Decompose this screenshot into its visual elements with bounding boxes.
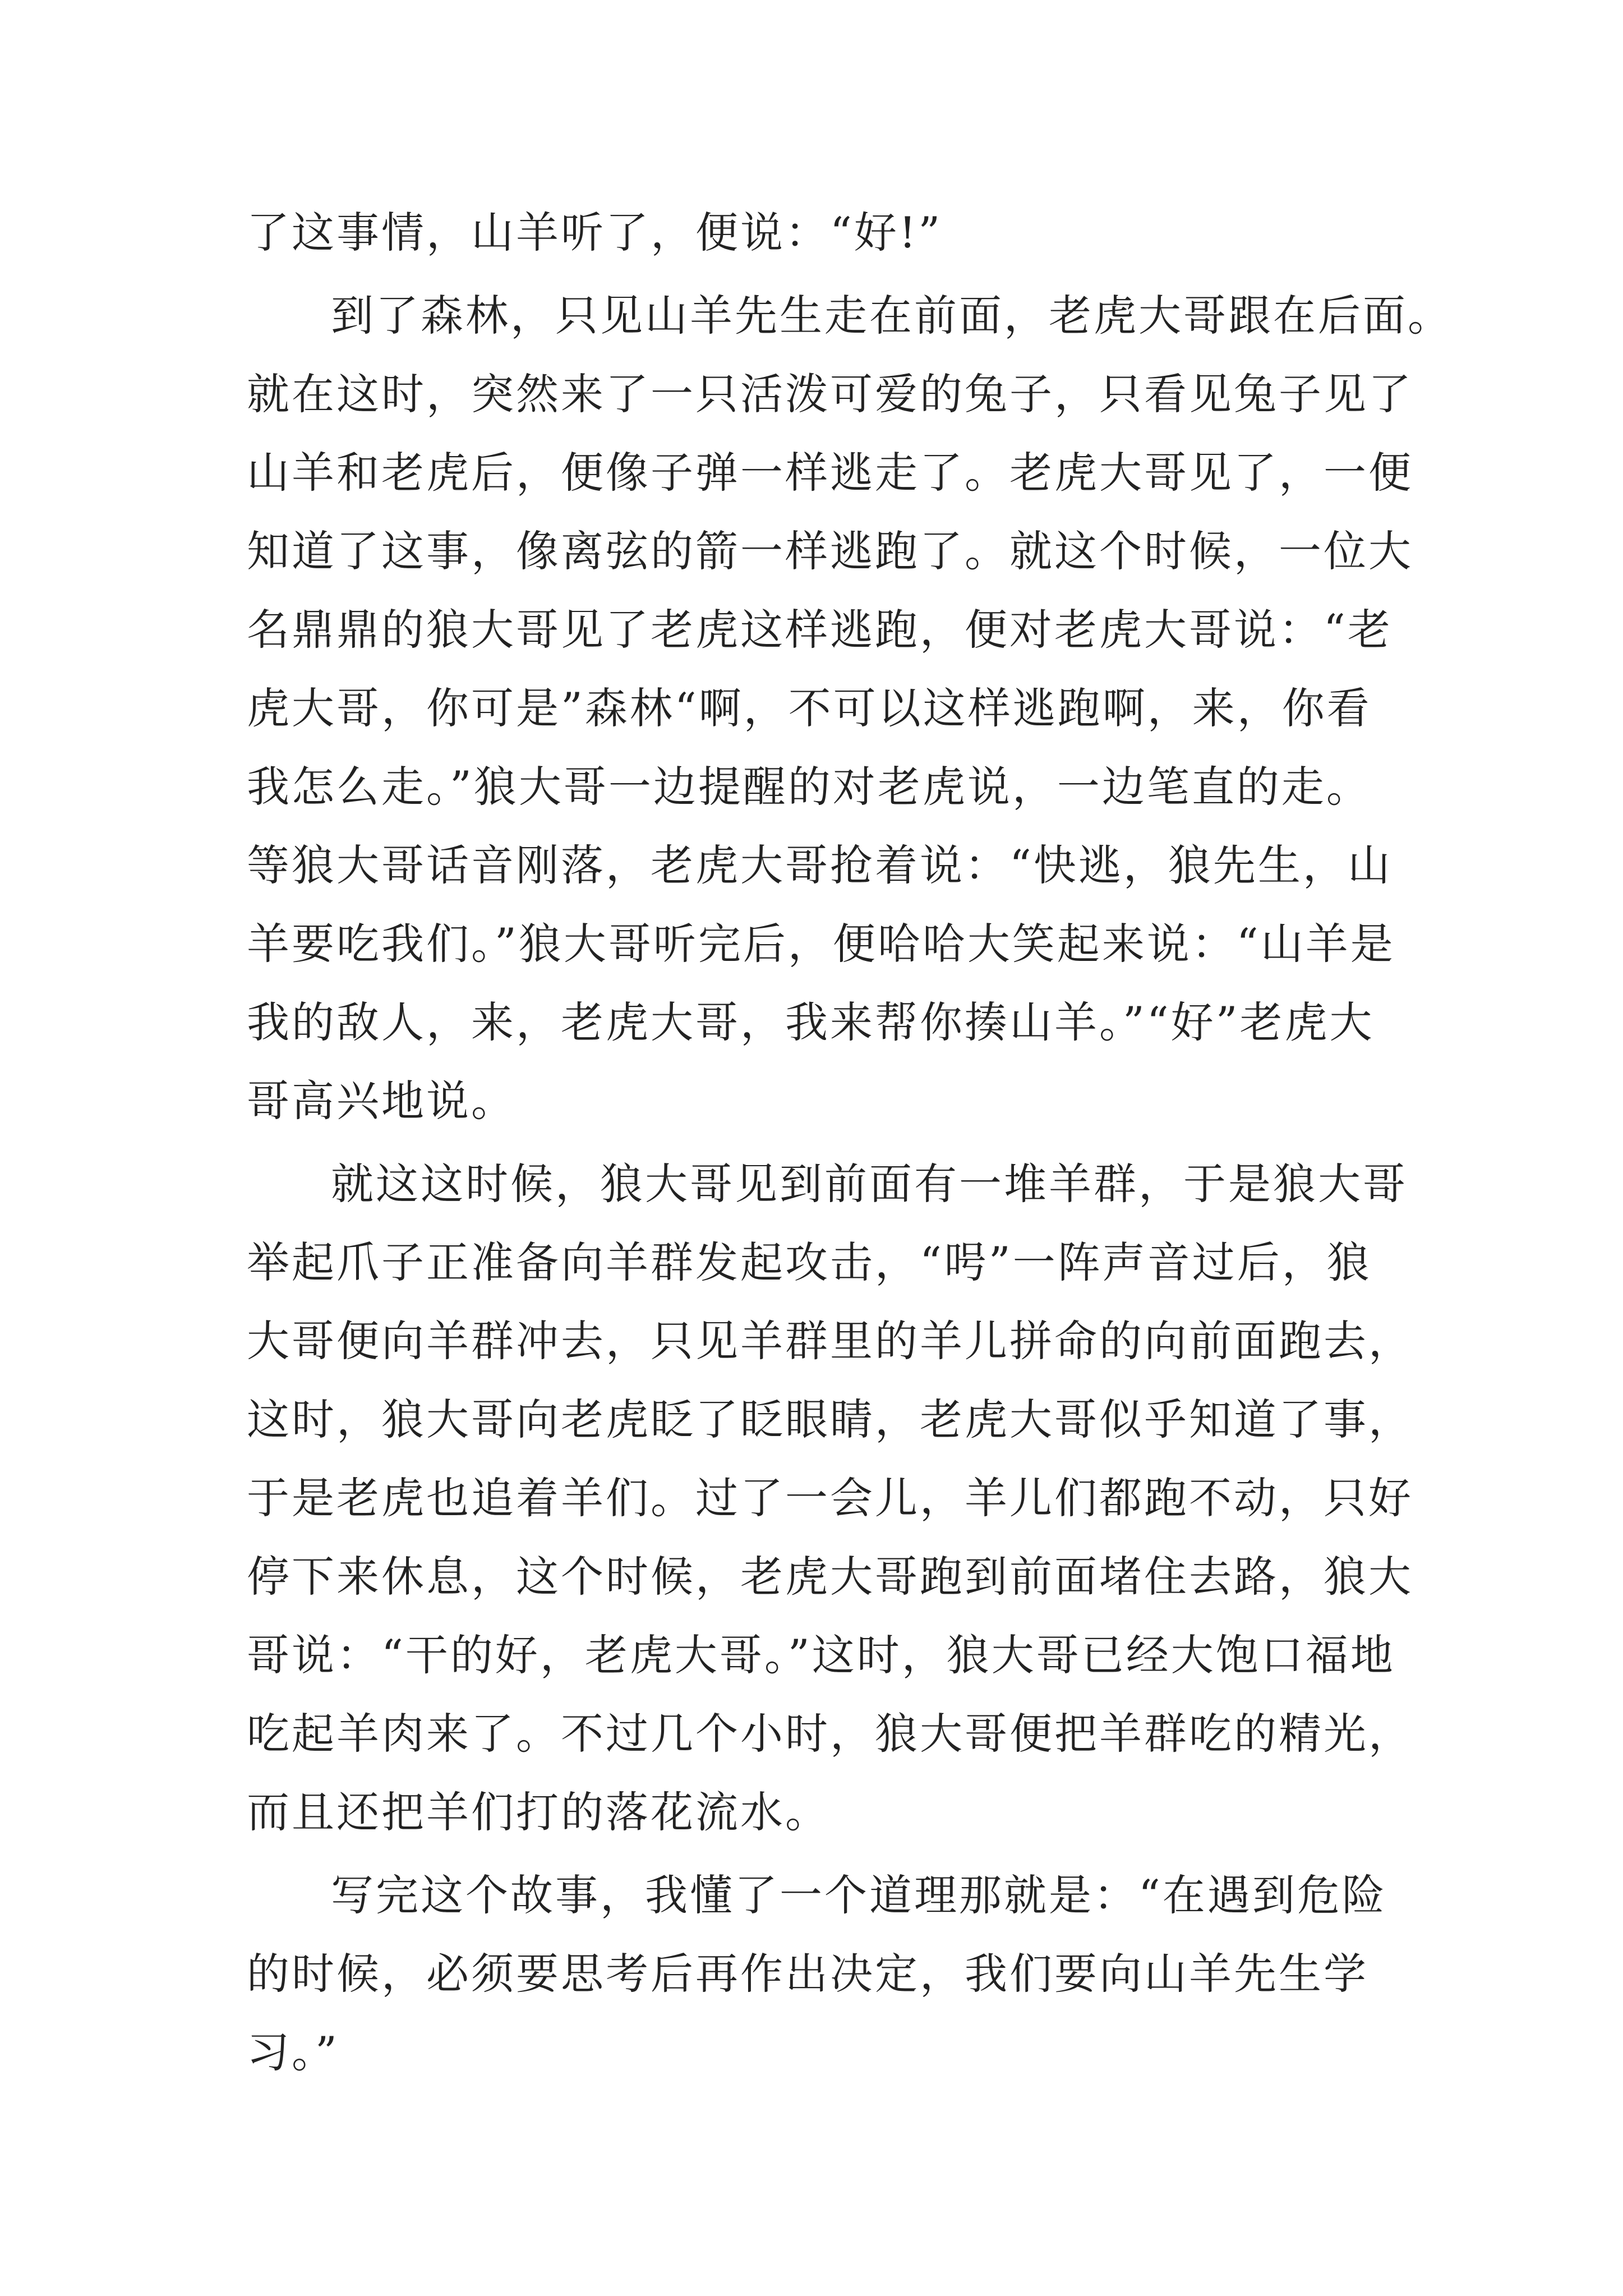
text-line: 哥说：“干的好，老虎大哥。”这时，狼大哥已经大饱口福地 xyxy=(247,1630,1395,1680)
text-line: 羊要吃我们。”狼大哥听完后，便哈哈大笑起来说：“山羊是 xyxy=(247,919,1395,969)
paragraph-4 xyxy=(247,1856,1402,2092)
text-line: 而且还把羊们打的落花流水。 xyxy=(247,1787,830,1837)
text-line: 知道了这事，像离弦的箭一样逃跑了。就这个时候，一位大 xyxy=(247,526,1413,576)
paragraph-3 xyxy=(247,1145,1413,1852)
text-line: 到了森林，只见山羊先生走在前面，老虎大哥跟在后面。 xyxy=(331,291,1453,341)
text-line: 我的敌人，来，老虎大哥，我来帮你揍山羊。”“好”老虎大 xyxy=(247,997,1375,1047)
text-line: 于是老虎也追着羊们。过了一会儿，羊儿们都跑不动，只好 xyxy=(247,1473,1413,1523)
text-line: 停下来休息，这个时候，老虎大哥跑到前面堵住去路，狼大 xyxy=(247,1552,1413,1602)
paragraph-2 xyxy=(247,277,1453,1140)
text-line: 举起爪子正准备向羊群发起攻击，“呺”一阵声音过后，狼 xyxy=(247,1237,1372,1287)
text-line: 我怎么走。”狼大哥一边提醒的对老虎说，一边笔直的走。 xyxy=(247,762,1371,812)
text-line: 吃起羊肉来了。不过几个小时，狼大哥便把羊群吃的精光， xyxy=(247,1709,1413,1759)
text-line: 哥高兴地说。 xyxy=(247,1076,516,1126)
text-line: 了这事情，山羊听了，便说：“好!” xyxy=(247,208,943,257)
text-line: 就这这时候，狼大哥见到前面有一堆羊群，于是狼大哥 xyxy=(331,1159,1408,1209)
text-line: 等狼大哥话音刚落，老虎大哥抢着说：“快逃，狼先生，山 xyxy=(247,840,1393,890)
text-line: 名鼎鼎的狼大哥见了老虎这样逃跑，便对老虎大哥说：“老 xyxy=(247,605,1393,655)
text-line: 习。” xyxy=(247,2027,339,2077)
text-line: 的时候，必须要思考后再作出决定，我们要向山羊先生学 xyxy=(247,1949,1368,1999)
text-line: 虎大哥，你可是”森林“啊，不可以这样逃跑啊，来，你看 xyxy=(247,683,1372,733)
paragraph-1 xyxy=(247,194,1402,272)
text-line: 写完这个故事，我懂了一个道理那就是：“在遇到危险 xyxy=(331,1870,1387,1920)
text-line: 就在这时，突然来了一只活泼可爱的兔子，只看见兔子见了 xyxy=(247,369,1413,419)
story-text xyxy=(247,194,1453,2092)
text-line: 这时，狼大哥向老虎眨了眨眼睛，老虎大哥似乎知道了事， xyxy=(247,1395,1413,1444)
text-line: 大哥便向羊群冲去，只见羊群里的羊儿拼命的向前面跑去， xyxy=(247,1316,1413,1366)
text-line: 山羊和老虎后，便像子弹一样逃走了。老虎大哥见了，一便 xyxy=(247,448,1413,498)
